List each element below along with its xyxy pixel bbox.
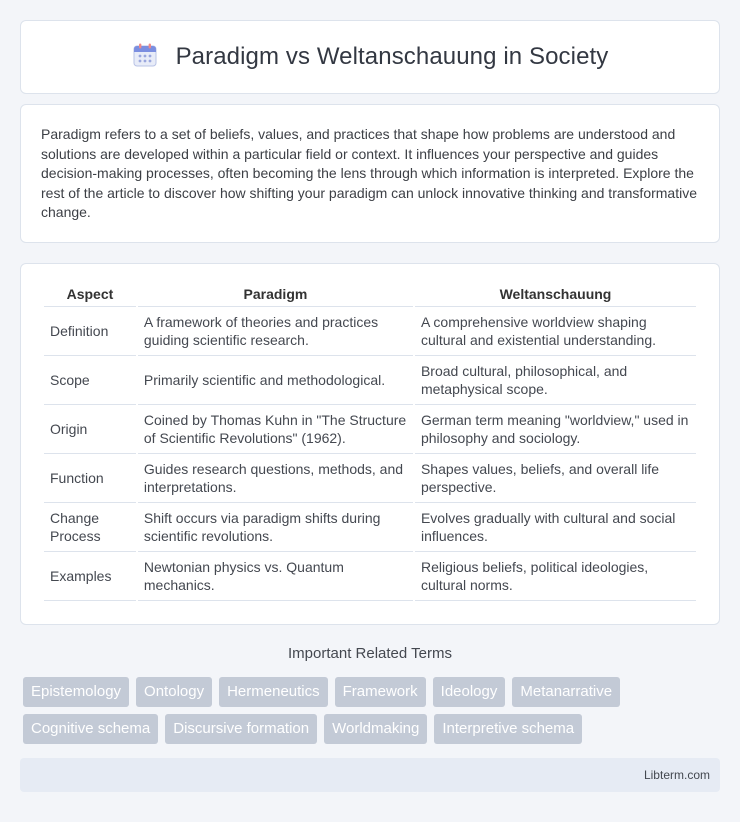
header: [132, 42, 609, 73]
tag-metanarrative[interactable]: Metanarrative: [512, 677, 620, 707]
cell-aspect: Examples: [44, 552, 136, 601]
footer: [20, 758, 720, 792]
table-row: [44, 454, 696, 503]
cell-aspect: Scope: [44, 356, 136, 405]
calendar-icon: [132, 42, 158, 73]
cell-aspect: Definition: [44, 307, 136, 356]
cell-paradigm: Newtonian physics vs. Quantum mechanics.: [138, 552, 413, 601]
intro-text: Paradigm refers to a set of beliefs, values, and practices that shape how problems are understood and solutions are developed within a particular field or context. It influences your perspective and guides decision-making processes, often becoming the lens through which information is interpreted. Explore the rest of the article to discover how shifting your paradigm can unlock innovative thinking and transformative change.: [41, 126, 698, 221]
table-row: [44, 503, 696, 552]
tag-worldmaking[interactable]: Worldmaking: [324, 714, 427, 744]
tag-discursive-formation[interactable]: Discursive formation: [165, 714, 317, 744]
header-card: [20, 20, 720, 94]
header-weltanschauung: Weltanschauung: [415, 286, 696, 307]
tag-ideology[interactable]: Ideology: [433, 677, 506, 707]
cell-weltanschauung: German term meaning "worldview," used in philosophy and sociology.: [415, 405, 696, 454]
comparison-table: [42, 286, 698, 601]
cell-paradigm: A framework of theories and practices guiding scientific research.: [138, 307, 413, 356]
cell-aspect: Change Process: [44, 503, 136, 552]
table-row: [44, 307, 696, 356]
table-row: [44, 356, 696, 405]
page-title: Paradigm vs Weltanschauung in Society: [175, 43, 609, 70]
table-row: [44, 405, 696, 454]
header-aspect: Aspect: [44, 286, 136, 307]
tag-cognitive-schema[interactable]: Cognitive schema: [23, 714, 158, 744]
cell-paradigm: Shift occurs via paradigm shifts during scientific revolutions.: [138, 503, 413, 552]
footer-brand-link[interactable]: Libterm.com: [643, 768, 710, 782]
cell-aspect: Origin: [44, 405, 136, 454]
header-paradigm: Paradigm: [138, 286, 413, 307]
table-header-row: [44, 286, 696, 307]
cell-weltanschauung: Evolves gradually with cultural and social influences.: [415, 503, 696, 552]
tag-interpretive-schema[interactable]: Interpretive schema: [434, 714, 582, 744]
cell-weltanschauung: Shapes values, beliefs, and overall life perspective.: [415, 454, 696, 503]
cell-paradigm: Primarily scientific and methodological.: [138, 356, 413, 405]
cell-paradigm: Coined by Thomas Kuhn in "The Structure of Scientific Revolutions" (1962).: [138, 405, 413, 454]
cell-weltanschauung: Broad cultural, philosophical, and metaphysical scope.: [415, 356, 696, 405]
tag-epistemology[interactable]: Epistemology: [23, 677, 129, 707]
table-row: [44, 552, 696, 601]
intro-card: [20, 104, 720, 243]
tag-framework[interactable]: Framework: [335, 677, 426, 707]
comparison-card: [20, 263, 720, 625]
tag-hermeneutics[interactable]: Hermeneutics: [219, 677, 328, 707]
cell-weltanschauung: A comprehensive worldview shaping cultural and existential understanding.: [415, 307, 696, 356]
cell-paradigm: Guides research questions, methods, and interpretations.: [138, 454, 413, 503]
tag-ontology[interactable]: Ontology: [136, 677, 212, 707]
cell-weltanschauung: Religious beliefs, political ideologies, cultural norms.: [415, 552, 696, 601]
related-terms-title: Important Related Terms: [288, 645, 452, 662]
related-terms-list: [23, 677, 723, 744]
cell-aspect: Function: [44, 454, 136, 503]
